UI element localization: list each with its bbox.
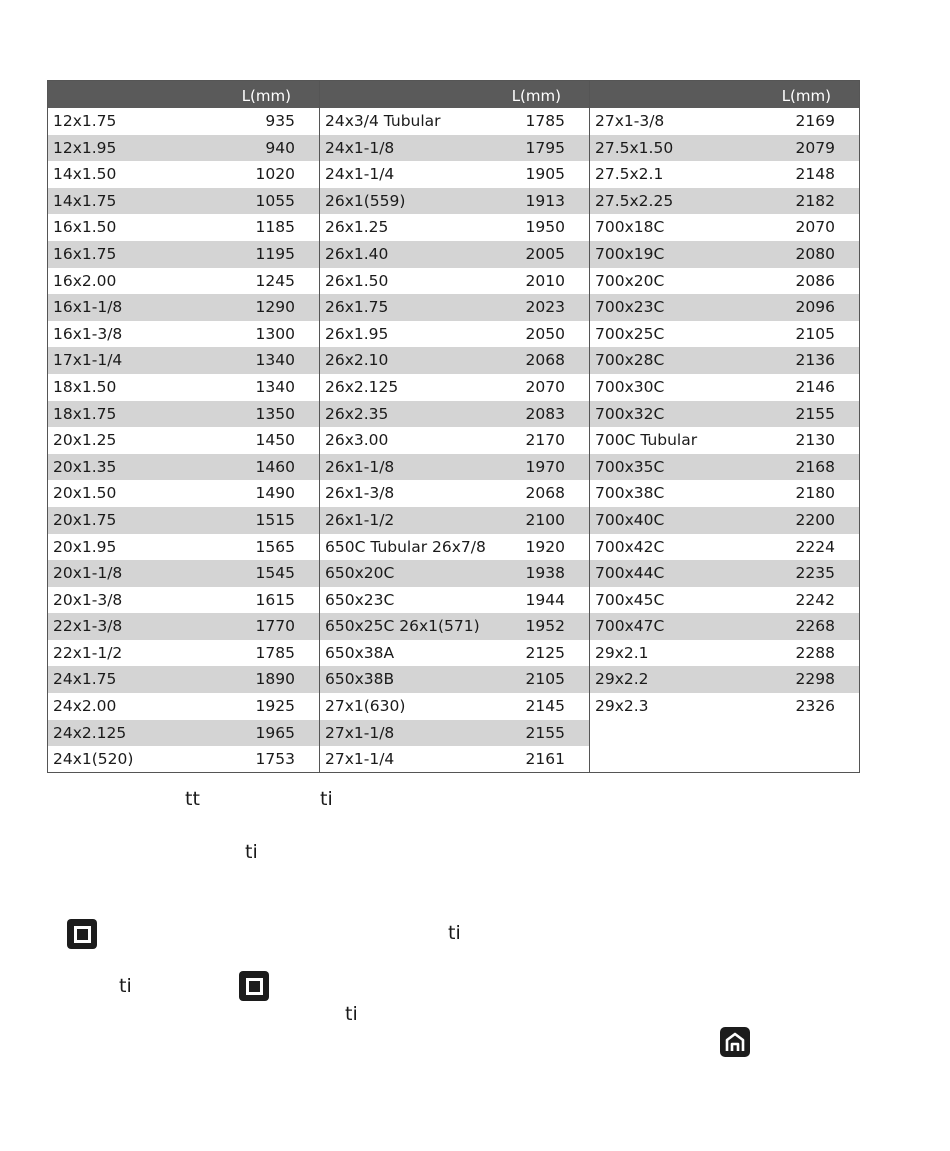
tire-length: 2145 [525, 697, 565, 716]
table-row [48, 507, 319, 534]
tire-length: 1615 [255, 590, 295, 609]
text-fragment: tt [185, 788, 200, 810]
table-row [48, 188, 319, 215]
table-row [590, 427, 859, 454]
tire-size: 24x1(520) [53, 750, 134, 769]
table-row [48, 347, 319, 374]
tire-size: 26x1-1/8 [325, 457, 395, 476]
table-row [48, 587, 319, 614]
table-row [48, 374, 319, 401]
tire-size: 20x1.35 [53, 457, 117, 476]
table-row [320, 374, 589, 401]
tire-length: 1785 [255, 643, 295, 662]
text-fragment: ti [119, 975, 132, 997]
text-fragment: ti [448, 922, 461, 944]
table-row [48, 454, 319, 481]
tire-size: 14x1.75 [53, 191, 117, 210]
tire-size: 24x1-1/8 [325, 138, 395, 157]
tire-length: 1515 [255, 510, 295, 529]
tire-size: 29x2.1 [595, 643, 649, 662]
tire-length: 1952 [525, 617, 565, 636]
tire-size: 18x1.75 [53, 404, 117, 423]
square-button-icon [67, 919, 97, 949]
tire-size: 27x1(630) [325, 697, 406, 716]
tire-length: 1565 [255, 537, 295, 556]
tire-size: 14x1.50 [53, 165, 117, 184]
square-button-icon [239, 971, 269, 1001]
tire-size: 26x1.95 [325, 324, 389, 343]
tire-size: 29x2.2 [595, 670, 649, 689]
tire-length: 1185 [255, 218, 295, 237]
tire-length: 2235 [795, 564, 835, 583]
tire-size: 24x1.75 [53, 670, 117, 689]
table-row [590, 666, 859, 693]
tire-size: 700x23C [595, 298, 665, 317]
tire-length: 1970 [525, 457, 565, 476]
tire-size: 650x23C [325, 590, 395, 609]
home-icon-glyph [720, 1027, 750, 1057]
tire-size: 650C Tubular 26x7/8 [325, 537, 486, 556]
table-row [320, 294, 589, 321]
tire-length: 1340 [255, 377, 295, 396]
table-row [320, 321, 589, 348]
table-row [590, 640, 859, 667]
tire-length: 1545 [255, 564, 295, 583]
tire-length: 2161 [525, 750, 565, 769]
tire-length: 2182 [795, 191, 835, 210]
tire-length: 1944 [525, 590, 565, 609]
table-row [48, 108, 319, 135]
tire-size: 700x20C [595, 271, 665, 290]
table-row [48, 161, 319, 188]
tire-length: 2050 [525, 324, 565, 343]
column-header [48, 81, 319, 108]
table-row [590, 321, 859, 348]
tire-length: 2288 [795, 643, 835, 662]
table-row [48, 613, 319, 640]
table-row [590, 534, 859, 561]
table-row [320, 454, 589, 481]
length-header-label: L(mm) [241, 87, 291, 105]
tire-length: 2298 [795, 670, 835, 689]
tire-length: 1195 [255, 244, 295, 263]
table-row [48, 268, 319, 295]
table-row [590, 268, 859, 295]
table-row [590, 480, 859, 507]
tire-length: 1905 [525, 165, 565, 184]
table-row [590, 294, 859, 321]
tire-size: 20x1.95 [53, 537, 117, 556]
tire-length: 935 [265, 112, 295, 130]
table-row [320, 427, 589, 454]
tire-size: 27x1-3/8 [595, 112, 665, 130]
tire-length: 2155 [795, 404, 835, 423]
tire-length: 2105 [795, 324, 835, 343]
table-row [320, 587, 589, 614]
length-header-label: L(mm) [781, 87, 831, 105]
table-row [48, 534, 319, 561]
tire-length: 2146 [795, 377, 835, 396]
tire-length: 1490 [255, 484, 295, 503]
table-row [48, 640, 319, 667]
tire-size: 16x1-1/8 [53, 298, 123, 317]
tire-size: 24x2.125 [53, 723, 127, 742]
tire-size: 700C Tubular [595, 431, 698, 450]
tire-size: 24x1-1/4 [325, 165, 395, 184]
tire-length: 2180 [795, 484, 835, 503]
tire-size: 700x38C [595, 484, 665, 503]
tire-length: 1340 [255, 351, 295, 370]
tire-size: 20x1.50 [53, 484, 117, 503]
table-row [320, 560, 589, 587]
tire-size: 29x2.3 [595, 697, 649, 716]
tire-length: 1300 [255, 324, 295, 343]
tire-length: 2169 [795, 112, 835, 130]
tire-length: 2170 [525, 431, 565, 450]
tire-length: 2096 [795, 298, 835, 317]
table-row [590, 347, 859, 374]
tire-length: 1913 [525, 191, 565, 210]
tire-size: 26x1-3/8 [325, 484, 395, 503]
table-row [48, 720, 319, 747]
tire-length: 2100 [525, 510, 565, 529]
tire-length: 2086 [795, 271, 835, 290]
tire-size: 27.5x1.50 [595, 138, 674, 157]
table-row [48, 560, 319, 587]
tire-length: 2224 [795, 537, 835, 556]
tire-length: 1890 [255, 670, 295, 689]
tire-length: 2070 [795, 218, 835, 237]
table-row [320, 640, 589, 667]
column-rows [590, 108, 859, 720]
tire-size: 20x1.75 [53, 510, 117, 529]
tire-size: 700x30C [595, 377, 665, 396]
tire-size: 26x1-1/2 [325, 510, 395, 529]
tire-length: 2023 [525, 298, 565, 317]
home-icon [720, 1027, 750, 1057]
tire-size: 27x1-1/4 [325, 750, 395, 769]
tire-length: 2148 [795, 165, 835, 184]
tire-size: 700x47C [595, 617, 665, 636]
table-row [320, 507, 589, 534]
table-row [320, 347, 589, 374]
table-row [590, 135, 859, 162]
tire-size: 700x19C [595, 244, 665, 263]
table-row [320, 720, 589, 747]
tire-length: 2070 [525, 377, 565, 396]
tire-length: 2200 [795, 510, 835, 529]
tire-size: 700x25C [595, 324, 665, 343]
tire-length: 1938 [525, 564, 565, 583]
tire-size: 24x3/4 Tubular [325, 112, 441, 130]
table-row [320, 161, 589, 188]
tire-size: 16x1.50 [53, 218, 117, 237]
table-row [590, 693, 859, 720]
tire-length: 2083 [525, 404, 565, 423]
tire-size: 26x1.75 [325, 298, 389, 317]
table-column-2 [319, 81, 589, 772]
tire-size: 26x2.35 [325, 404, 389, 423]
tire-size: 24x2.00 [53, 697, 117, 716]
table-row [590, 108, 859, 135]
table-row [48, 294, 319, 321]
tire-size: 26x1(559) [325, 191, 406, 210]
tire-size: 700x40C [595, 510, 665, 529]
tire-length: 2125 [525, 643, 565, 662]
tire-size: 20x1-3/8 [53, 590, 123, 609]
table-row [48, 135, 319, 162]
table-row [320, 480, 589, 507]
column-rows [48, 108, 319, 773]
table-row [320, 746, 589, 773]
tire-size: 16x1-3/8 [53, 324, 123, 343]
tire-length: 1965 [255, 723, 295, 742]
table-row [48, 693, 319, 720]
tire-length: 2242 [795, 590, 835, 609]
tire-size: 26x1.25 [325, 218, 389, 237]
table-row [320, 214, 589, 241]
tire-length: 2155 [525, 723, 565, 742]
tire-size: 700x18C [595, 218, 665, 237]
tire-length: 1920 [525, 537, 565, 556]
tire-length: 1950 [525, 218, 565, 237]
table-row [320, 241, 589, 268]
column-header [590, 81, 859, 108]
tire-size: 16x1.75 [53, 244, 117, 263]
table-row [48, 666, 319, 693]
tire-size: 26x1.50 [325, 271, 389, 290]
table-row [590, 161, 859, 188]
tire-length: 1450 [255, 431, 295, 450]
table-row [48, 401, 319, 428]
table-row [590, 214, 859, 241]
tire-length: 1753 [255, 750, 295, 769]
table-row [320, 693, 589, 720]
tire-size: 26x2.10 [325, 351, 389, 370]
tire-size: 27.5x2.25 [595, 191, 674, 210]
table-row [590, 401, 859, 428]
tire-size: 26x3.00 [325, 431, 389, 450]
table-row [48, 241, 319, 268]
tire-size: 700x42C [595, 537, 665, 556]
tire-size: 700x45C [595, 590, 665, 609]
tire-size: 27x1-1/8 [325, 723, 395, 742]
tire-length: 2068 [525, 351, 565, 370]
table-row [320, 401, 589, 428]
tire-length: 2326 [795, 697, 835, 716]
tire-length: 2068 [525, 484, 565, 503]
tire-length: 1925 [255, 697, 295, 716]
tire-circumference-table [47, 80, 860, 773]
tire-size: 27.5x2.1 [595, 165, 664, 184]
table-row [590, 507, 859, 534]
tire-size: 650x38A [325, 643, 395, 662]
tire-length: 1245 [255, 271, 295, 290]
length-header-label: L(mm) [511, 87, 561, 105]
tire-length: 2080 [795, 244, 835, 263]
column-header [320, 81, 589, 108]
tire-size: 12x1.75 [53, 112, 117, 130]
tire-length: 1350 [255, 404, 295, 423]
tire-size: 26x2.125 [325, 377, 399, 396]
text-fragment: ti [320, 788, 333, 810]
table-row [590, 454, 859, 481]
tire-size: 650x25C 26x1(571) [325, 617, 480, 636]
tire-length: 2010 [525, 271, 565, 290]
tire-length: 2168 [795, 457, 835, 476]
tire-length: 1795 [525, 138, 565, 157]
tire-size: 22x1-3/8 [53, 617, 123, 636]
tire-size: 700x28C [595, 351, 665, 370]
tire-size: 16x2.00 [53, 271, 117, 290]
text-fragment: ti [345, 1003, 358, 1025]
tire-size: 650x38B [325, 670, 395, 689]
tire-size: 700x44C [595, 564, 665, 583]
tire-size: 17x1-1/4 [53, 351, 123, 370]
tire-size: 18x1.50 [53, 377, 117, 396]
tire-length: 2268 [795, 617, 835, 636]
table-row [48, 746, 319, 773]
table-row [590, 374, 859, 401]
tire-length: 2005 [525, 244, 565, 263]
table-row [590, 188, 859, 215]
tire-length: 2079 [795, 138, 835, 157]
table-row [320, 268, 589, 295]
tire-length: 2105 [525, 670, 565, 689]
table-row [590, 587, 859, 614]
tire-size: 20x1.25 [53, 431, 117, 450]
tire-length: 2136 [795, 351, 835, 370]
tire-size: 26x1.40 [325, 244, 389, 263]
column-rows [320, 108, 589, 773]
tire-length: 1055 [255, 191, 295, 210]
tire-length: 940 [265, 138, 295, 157]
tire-size: 700x32C [595, 404, 665, 423]
tire-length: 1770 [255, 617, 295, 636]
table-row [320, 108, 589, 135]
table-row [48, 480, 319, 507]
table-column-1 [48, 81, 319, 772]
tire-size: 12x1.95 [53, 138, 117, 157]
tire-length: 2130 [795, 431, 835, 450]
table-row [320, 135, 589, 162]
table-row [48, 427, 319, 454]
table-column-3 [589, 81, 859, 772]
table-row [590, 613, 859, 640]
table-row [48, 214, 319, 241]
tire-size: 650x20C [325, 564, 395, 583]
table-row [48, 321, 319, 348]
tire-length: 1785 [525, 112, 565, 130]
table-row [320, 188, 589, 215]
table-row [320, 534, 589, 561]
table-row [320, 666, 589, 693]
tire-length: 1020 [255, 165, 295, 184]
tire-length: 1290 [255, 298, 295, 317]
tire-size: 20x1-1/8 [53, 564, 123, 583]
tire-size: 700x35C [595, 457, 665, 476]
tire-size: 22x1-1/2 [53, 643, 123, 662]
table-row [320, 613, 589, 640]
text-fragment: ti [245, 841, 258, 863]
tire-length: 1460 [255, 457, 295, 476]
table-row [590, 241, 859, 268]
table-row [590, 560, 859, 587]
